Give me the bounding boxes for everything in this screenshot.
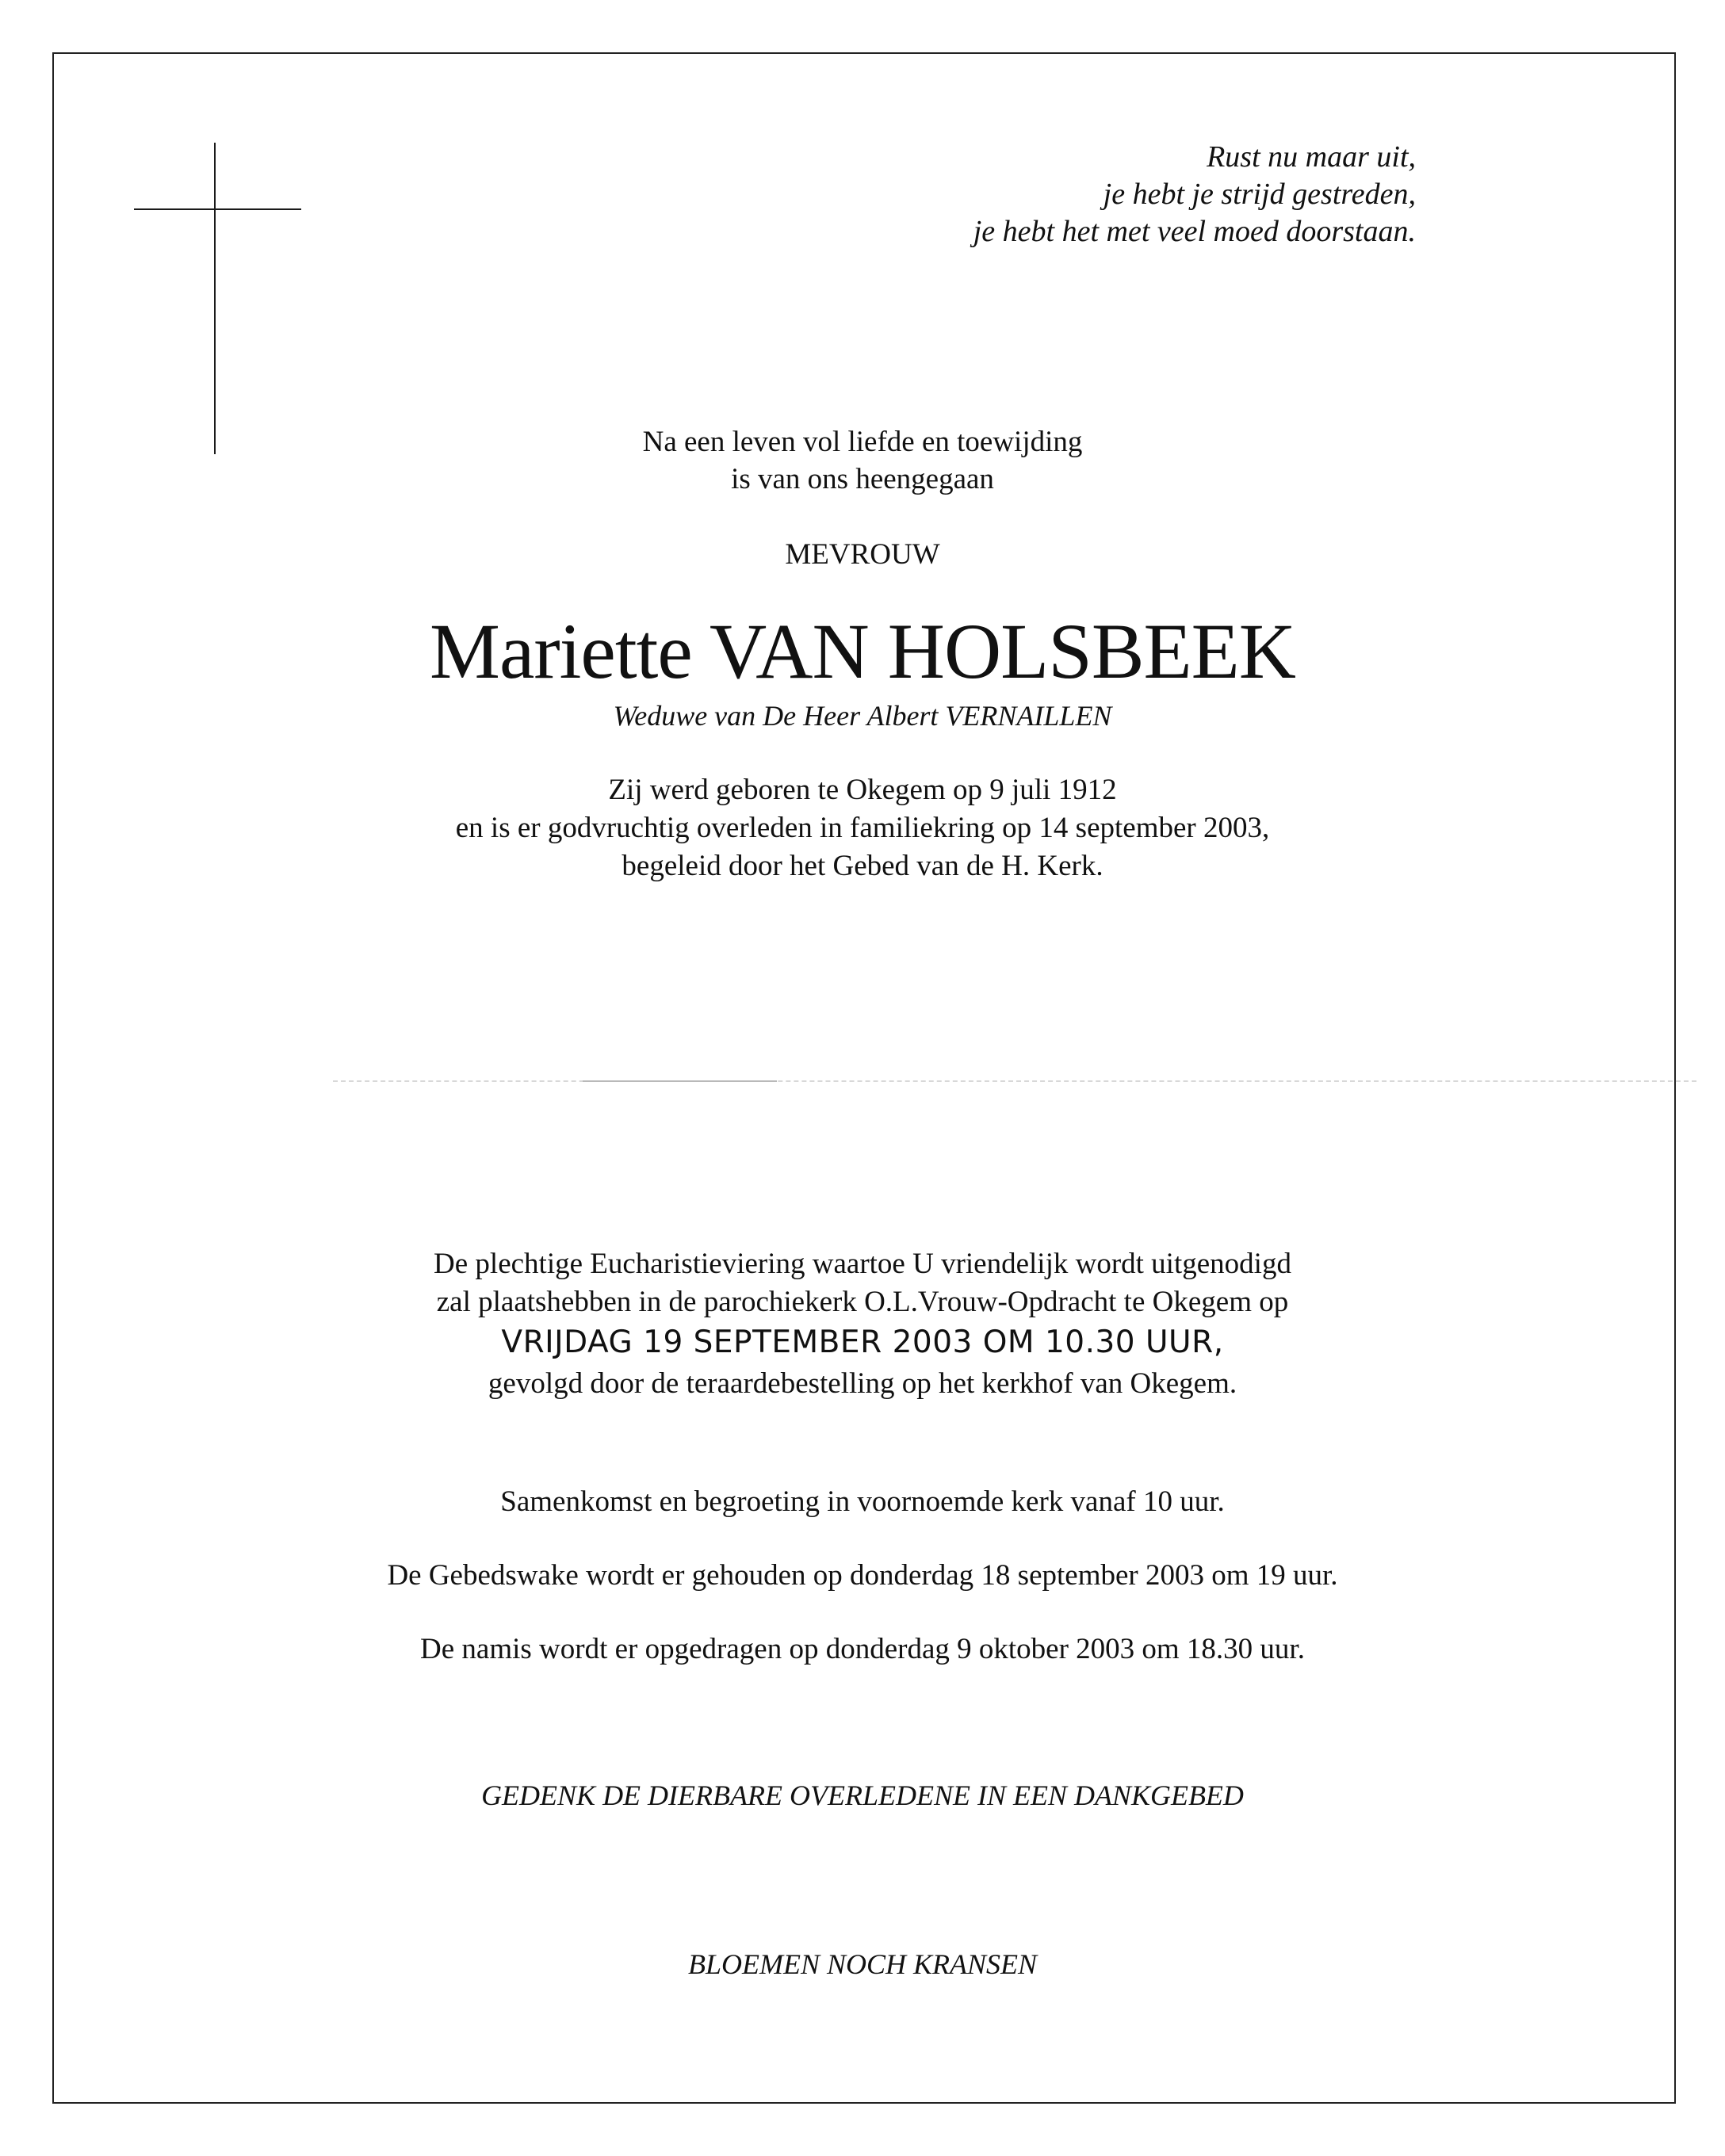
fold-line-mark	[583, 1080, 777, 1082]
verse-line: je hebt het met veel moed doorstaan.	[973, 215, 1416, 248]
ceremony-line: zal plaatshebben in de parochiekerk O.L.Vrouw-Opdracht te Okegem op	[436, 1286, 1289, 1318]
ceremony-date: VRIJDAG 19 SEPTEMBER 2003 OM 10.30 UUR,	[501, 1325, 1224, 1360]
intro-line: is van ons heengegaan	[731, 463, 994, 495]
flowers-note: BLOEMEN NOCH KRANSEN	[687, 1948, 1037, 1980]
remember-note: GEDENK DE DIERBARE OVERLEDENE IN EEN DANKGEBED	[481, 1779, 1244, 1811]
verse-line: je hebt je strijd gestreden,	[1103, 178, 1416, 211]
birth-death-line: Zij werd geboren te Okegem op 9 juli 1912	[608, 774, 1117, 806]
intro-line: Na een leven vol liefde en toewijding	[642, 426, 1083, 458]
widow-of: Weduwe van De Heer Albert VERNAILLEN	[613, 700, 1112, 732]
cross-horizontal-bar	[134, 208, 301, 210]
cross-vertical-bar	[214, 143, 216, 454]
vigil-info: De Gebedswake wordt er gehouden op donderdag 18 september 2003 om 19 uur.	[387, 1559, 1338, 1592]
gathering-info: Samenkomst en begroeting in voornoemde kerk vanaf 10 uur.	[500, 1485, 1225, 1518]
verse	[973, 139, 1416, 250]
birth-death-line: begeleid door het Gebed van de H. Kerk.	[622, 850, 1103, 882]
memorial-mass-info: De namis wordt er opgedragen op donderdag 9 oktober 2003 om 18.30 uur.	[420, 1633, 1305, 1665]
deceased-name: Mariette VAN HOLSBEEK	[430, 607, 1295, 695]
birth-death-line: en is er godvruchtig overleden in familiekring op 14 september 2003,	[455, 812, 1270, 844]
fold-line	[333, 1080, 1696, 1082]
verse-line: Rust nu maar uit,	[1207, 140, 1416, 174]
ceremony-line: De plechtige Eucharistieviering waartoe U vriendelijk wordt uitgenodigd	[434, 1248, 1291, 1280]
title-mevrouw: MEVROUW	[785, 538, 940, 571]
ceremony-line: gevolgd door de teraardebestelling op het kerkhof van Okegem.	[488, 1367, 1237, 1400]
